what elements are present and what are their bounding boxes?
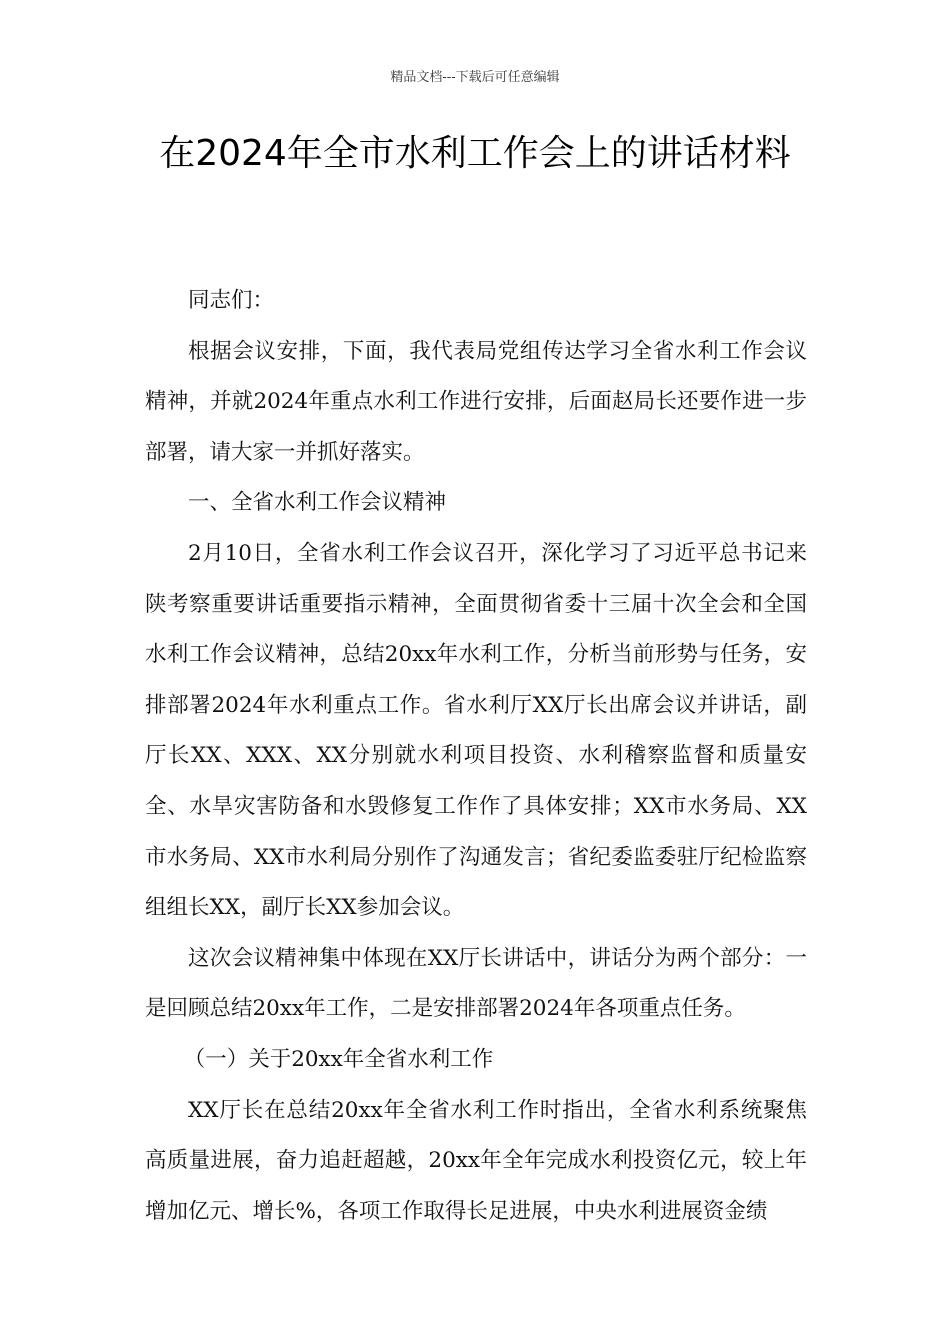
paragraph-intro: 根据会议安排，下面，我代表局党组传达学习全省水利工作会议精神，并就2024年重点水利工作进行安排，后面赵局长还要作进一步部署，请大家一并抓好落实。 bbox=[145, 338, 807, 465]
document-body bbox=[145, 276, 807, 1237]
salutation: 同志们： bbox=[188, 288, 275, 313]
paragraph-review: XX厅长在总结20xx年全省水利工作时指出，全省水利系统聚焦高质量进展，奋力追赶超越，20xx年全年完成水利投资亿元，较上年增加亿元、增长%，各项工作取得长足进展，中央水利进展资金绩 bbox=[145, 1097, 807, 1224]
header-note: 精品文档---下载后可任意编辑 bbox=[390, 70, 560, 85]
paragraph-meeting: 2月10日，全省水利工作会议召开，深化学习了习近平总书记来陕考察重要讲话重要指示精神，全面贯彻省委十三届十次全会和全国水利工作会议精神，总结20xx年水利工作，分析当前形势与任务，安排部署2024年水利重点工作。省水利厅XX厅长出席会议并讲话，副厅长XX、XXX、XX分别就水利项目投资、水利稽察监督和质量安全、水旱灾害防备和水毁修复工作作了具体安排；XX市水务局、XX市水务局、XX市水利局分别作了沟通发言；省纪委监委驻厅纪检监察组组长XX，副厅长XX参加会议。 bbox=[145, 540, 807, 921]
section-heading-1: 一、全省水利工作会议精神 bbox=[188, 490, 447, 516]
paragraph-summary: 这次会议精神集中体现在XX厅长讲话中，讲话分为两个部分：一是回顾总结20xx年工作，二是安排部署2024年各项重点任务。 bbox=[145, 945, 807, 1022]
document-title: 在2024年全市水利工作会上的讲话材料 bbox=[159, 133, 791, 174]
subsection-heading-1: （一）关于20xx年全省水利工作 bbox=[183, 1046, 494, 1072]
